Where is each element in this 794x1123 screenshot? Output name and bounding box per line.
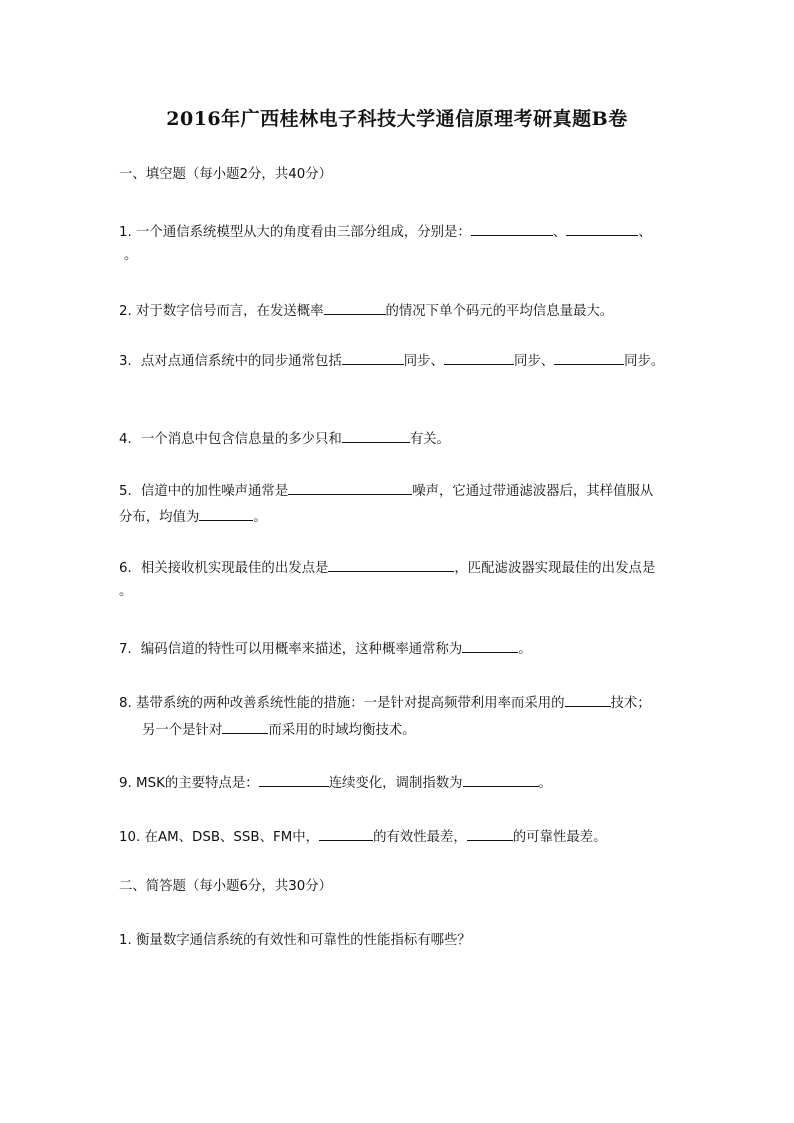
question-7: 7．编码信道的特性可以用概率来描述，这种概率通常称为 。 [119,638,532,659]
question-4: 4．一个消息中包含信息量的多少只和 有关。 [119,428,450,449]
exam-title: 2016年广西桂林电子科技大学通信原理考研真题B卷 [166,108,628,130]
answer-blank [342,350,404,365]
question-5-cont: 分布，均值为 。 [119,506,267,527]
question-8-cont: 另一个是针对 而采用的时域均衡技术。 [142,719,416,740]
question-6: 6．相关接收机实现最佳的出发点是 ，匹配滤波器实现最佳的出发点是 [119,557,655,578]
answer-blank [222,719,268,734]
question-3: 3．点对点通信系统中的同步通常包括 同步、 同步、 同步。 [119,350,664,371]
answer-blank [554,350,624,365]
answer-blank [288,480,412,495]
question-5: 5．信道中的加性噪声通常是 噪声，它通过带通滤波器后，其样值服从 [119,480,653,501]
section-1-heading: 一、填空题（每小题2分，共40分） [119,167,333,182]
question-2: 2. 对于数字信号而言，在发送概率 的情况下单个码元的平均信息量最大。 [119,300,613,321]
answer-blank [328,557,454,572]
answer-blank [565,692,611,707]
answer-blank [319,826,373,841]
answer-blank [199,506,253,521]
section-2-heading: 二、简答题（每小题6分，共30分） [119,879,333,894]
answer-blank [324,300,386,315]
answer-blank [566,221,638,236]
answer-blank [471,221,553,236]
answer-blank [444,350,514,365]
answer-blank [259,772,329,787]
answer-blank [463,772,539,787]
question-9: 9. MSK的主要特点是： 连续变化，调制指数为 。 [119,772,552,793]
question-6-end: 。 [119,584,133,599]
answer-blank [467,826,513,841]
question-1-end: 。 [124,248,138,263]
question-1: 1. 一个通信系统模型从大的角度看由三部分组成，分别是： 、 、 [119,221,652,242]
question-10: 10. 在AM、DSB、SSB、FM中， 的有效性最差， 的可靠性最差。 [119,826,607,847]
short-answer-question-1: 1. 衡量数字通信系统的有效性和可靠性的性能指标有哪些？ [119,933,471,948]
question-8: 8. 基带系统的两种改善系统性能的措施：一是针对提高频带利用率而采用的 技术； [119,692,651,713]
answer-blank [462,638,518,653]
answer-blank [342,428,410,443]
